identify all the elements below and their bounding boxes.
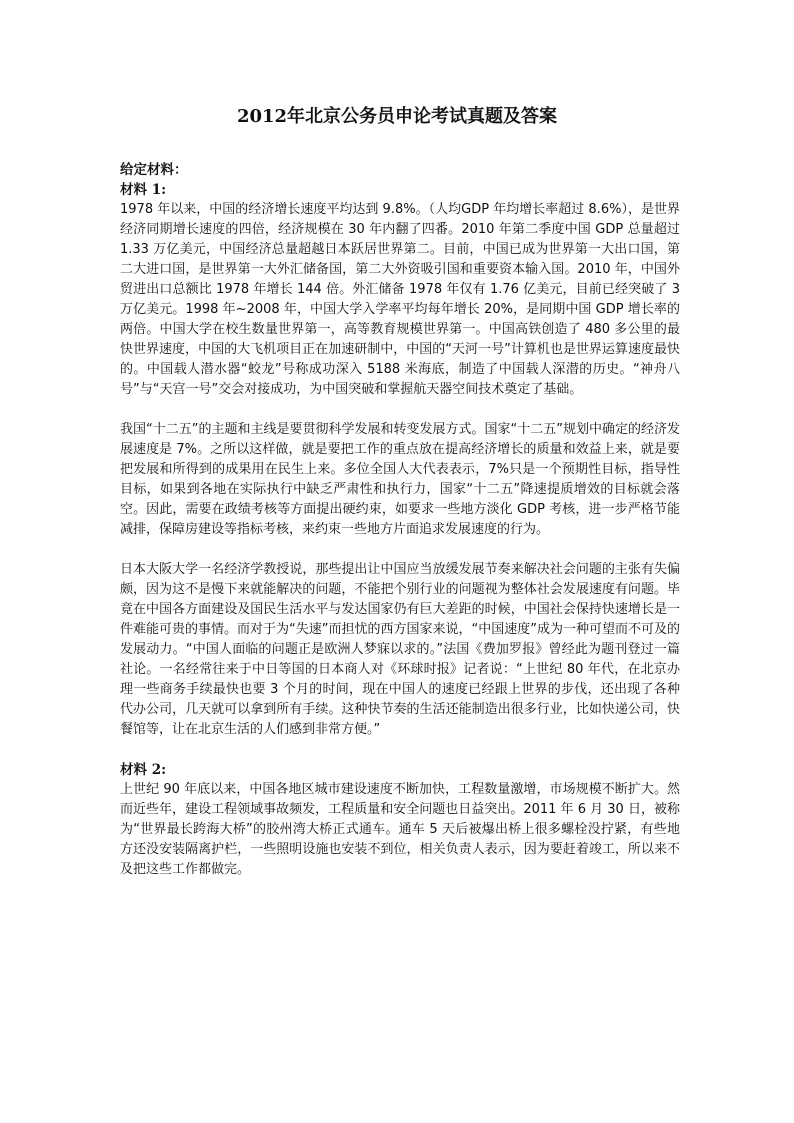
document-body (120, 160, 680, 880)
material-1-paragraph-2: 我国“十二五”的主题和主线是要贯彻科学发展和转变发展方式。国家“十二五”规划中确定的经济发展速度是 7%。之所以这样做，就是要把工作的重点放在提高经济增长的质量和效益上来，就是要把发展和所得到的成果用在民生上来。多位全国人大代表表示，7%只是一个预期性目标，指导性目标，如果到各地在实际执行中缺乏严肃性和执行力，国家“十二五”降速提质增效的目标就会落空。因此，需要在政绩考核等方面提出硬约束，如要求一些地方淡化 GDP 考核，进一步严格节能减排，保障房建设等指标考核，来约束一些地方片面追求发展速度的行为。 (120, 422, 680, 537)
material-2-paragraph-1: 上世纪 90 年底以来，中国各地区城市建设速度不断加快，工程数量激增，市场规模不断扩大。然而近些年，建设工程领域事故频发，工程质量和安全问题也日益突出。2011 年 6 月 30 日，被称为“世界最长跨海大桥”的胶州湾大桥正式通车。通车 5 天后被爆出桥上很多螺栓没拧紧，有些地方还没安装隔离护栏，一些照明设施也安装不到位，相关负责人表示，因为要赶着竣工，所以来不及把这些工作都做完。 (120, 782, 680, 877)
material-2-heading: 材料 2: (120, 762, 167, 778)
paragraph-spacer (120, 540, 680, 560)
given-materials-heading: 给定材料： (120, 162, 188, 178)
document-title: 2012年北京公务员申论考试真题及答案 (236, 106, 558, 127)
material-1-paragraph-3: 日本大阪大学一名经济学教授说，那些提出让中国应当放缓发展节奏来解决社会问题的主张有失偏颇，因为这不是慢下来就能解决的问题，不能把个别行业的问题视为整体社会发展速度有问题。毕竟在中国各方面建设及国民生活水平与发达国家仍有巨大差距的时候，中国社会保持快速增长是一件难能可贵的事情。而对于为“失速”而担忧的西方国家来说，“中国速度”成为一种可望而不可及的发展动力。“中国人面临的问题正是欧洲人梦寐以求的。”法国《费加罗报》曾经此为题刊登过一篇社论。一名经常往来于中日等国的日本商人对《环球时报》记者说：“上世纪 80 年代，在北京办理一些商务手续最快也要 3 个月的时间，现在中国人的速度已经跟上世界的步伐，还出现了各种代办公司，几天就可以拿到所有手续。这种快节奏的生活还能制造出很多行业，比如快递公司，快餐馆等，让在北京生活的人们感到非常方便。” (120, 562, 680, 737)
paragraph-spacer (120, 400, 680, 420)
material-1-heading: 材料 1: (120, 182, 167, 198)
paragraph-spacer (120, 740, 680, 760)
material-1-paragraph-1: 1978 年以来，中国的经济增长速度平均达到 9.8%。（人均GDP 年均增长率超过 8.6%），是世界经济同期增长速度的四倍，经济规模在 30 年内翻了四番。2010 年第二季度中国 GDP 总量超过 1.33 万亿美元，中国经济总量超越日本跃居世界第二。目前，中国已成为世界第一大出口国，第二大进口国，是世界第一大外汇储备国，第二大外资吸引国和重要资本输入国。2010 年，中国外贸进出口总额比 1978 年增长 144 倍。外汇储备 1978 年仅有 1.76 亿美元，目前已经突破了 3 万亿美元。1998 年~2008 年，中国大学入学率平均每年增长 20%，是同期中国 GDP 增长率的两倍。中国大学在校生数量世界第一，高等教育规模世界第一。中国高铁创造了 480 多公里的最快世界速度，中国的大飞机项目正在加速研制中，中国的“天河一号”计算机也是世界运算速度最快的。中国载人潜水器“蛟龙”号称成功深入 5188 米海底，制造了中国载人深潜的历史。“神舟八号”与“天宫一号”交会对接成功，为中国突破和掌握航天器空间技术奠定了基础。 (120, 202, 680, 397)
